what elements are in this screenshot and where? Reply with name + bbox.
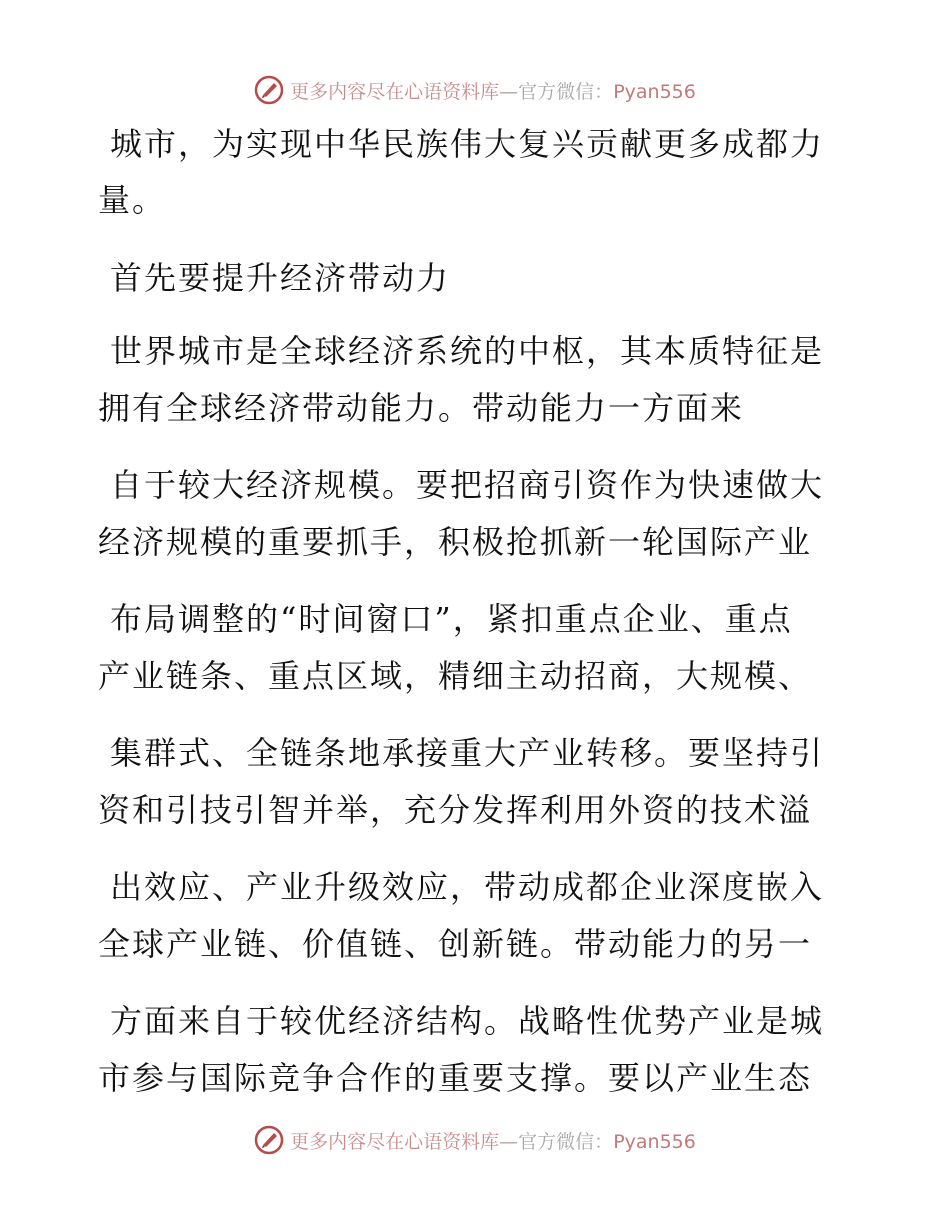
body-line: 出效应、产业升级效应，带动成都企业深度嵌入 bbox=[110, 868, 825, 906]
logo-icon bbox=[254, 1125, 284, 1155]
body-line: 方面来自于较优经济结构。战略性优势产业是城 bbox=[110, 1002, 825, 1040]
banner-wechat-id: Pyan556 bbox=[613, 1130, 696, 1153]
banner-text bbox=[290, 77, 696, 104]
banner-official-text: 官方微信： bbox=[518, 1130, 614, 1153]
body-line: 集群式、全链条地承接重大产业转移。要坚持引 bbox=[110, 734, 825, 772]
logo-icon bbox=[254, 75, 284, 105]
section-heading: 首先要提升经济带动力 bbox=[110, 259, 451, 297]
body-line: 市参与国际竞争合作的重要支撑。要以产业生态 bbox=[98, 1059, 813, 1097]
body-line: 资和引技引智并举，充分发挥利用外资的技术溢 bbox=[98, 791, 813, 829]
banner-site-text: 更多内容尽在心语资料库 bbox=[290, 80, 500, 103]
banner-separator: — bbox=[499, 80, 519, 103]
banner-official-text: 官方微信： bbox=[518, 80, 614, 103]
body-line: 布局调整的“时间窗口”，紧扣重点企业、重点 bbox=[110, 600, 793, 638]
header-banner bbox=[0, 70, 950, 110]
banner-text bbox=[290, 1127, 696, 1154]
body-line: 拥有全球经济带动能力。带动能力一方面来 bbox=[98, 389, 745, 427]
body-line: 城市，为实现中华民族伟大复兴贡献更多成都力 bbox=[110, 125, 825, 163]
banner-separator: — bbox=[499, 1130, 519, 1153]
body-line: 量。 bbox=[98, 181, 167, 219]
body-line: 世界城市是全球经济系统的中枢，其本质特征是 bbox=[110, 332, 825, 370]
footer-banner bbox=[0, 1120, 950, 1160]
banner-site-text: 更多内容尽在心语资料库 bbox=[290, 1130, 500, 1153]
body-line: 产业链条、重点区域，精细主动招商，大规模、 bbox=[98, 657, 813, 695]
body-line: 经济规模的重要抓手，积极抢抓新一轮国际产业 bbox=[98, 523, 813, 561]
banner-wechat-id: Pyan556 bbox=[613, 80, 696, 103]
body-line: 全球产业链、价值链、创新链。带动能力的另一 bbox=[98, 925, 813, 963]
body-line: 自于较大经济规模。要把招商引资作为快速做大 bbox=[110, 466, 825, 504]
